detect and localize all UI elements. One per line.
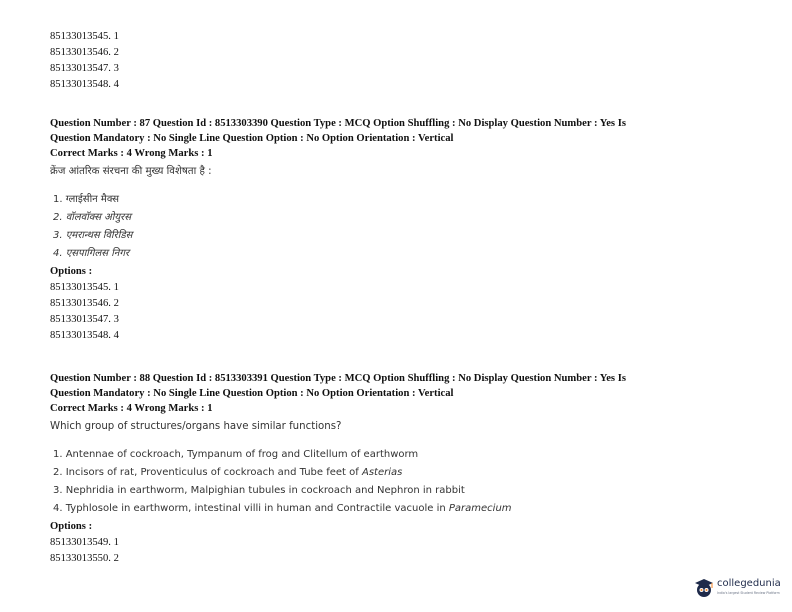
option-id: 85133013549. 1 bbox=[50, 537, 119, 548]
option-id: 85133013545. 1 bbox=[50, 31, 119, 42]
question-text: Which group of structures/organs have similar functions? bbox=[50, 421, 342, 432]
question-header-cont: Question Mandatory : No Single Line Question Option : No Option Orientation : Vertical bbox=[50, 388, 454, 399]
choice-3: 3. एमरान्थस विरिडिस bbox=[53, 230, 133, 241]
question-88 bbox=[50, 371, 730, 567]
choice-4 bbox=[53, 500, 730, 518]
choice-4-italic: Paramecium bbox=[448, 503, 512, 514]
logo-name: collegedunia bbox=[717, 578, 781, 589]
choice-1: 1. Antennae of cockroach, Tympanum of frog and Clitellum of earthworm bbox=[53, 449, 419, 460]
option-id: 85133013546. 2 bbox=[50, 47, 119, 58]
question-header-cont: Question Mandatory : No Single Line Question Option : No Option Orientation : Vertical bbox=[50, 133, 454, 144]
answer-choices bbox=[50, 446, 730, 518]
option-id: 85133013548. 4 bbox=[50, 330, 119, 341]
option-id: 85133013547. 3 bbox=[50, 314, 119, 325]
graduate-cap-icon bbox=[693, 577, 715, 599]
choice-4: 4. एसपागिलस निगर bbox=[53, 248, 130, 259]
option-id: 85133013547. 3 bbox=[50, 63, 119, 74]
choice-2 bbox=[53, 464, 730, 482]
previous-question-options bbox=[50, 29, 730, 93]
option-id: 85133013546. 2 bbox=[50, 298, 119, 309]
choice-1: 1. ग्लाईसीन मैक्स bbox=[53, 194, 120, 205]
option-id: 85133013550. 2 bbox=[50, 553, 119, 564]
options-label: Options : bbox=[50, 266, 93, 277]
question-header: Question Number : 87 Question Id : 8513303390 Question Type : MCQ Option Shuffling : No Display Question Number : Yes Is bbox=[50, 118, 626, 129]
choice-2-text: 2. Incisors of rat, Proventiculus of cockroach and Tube feet of bbox=[53, 467, 362, 478]
option-id: 85133013548. 4 bbox=[50, 79, 119, 90]
collegedunia-logo bbox=[693, 575, 785, 605]
option-id: 85133013545. 1 bbox=[50, 282, 119, 293]
question-text: क्रेंज आंतरिक संरचना की मुख्य विशेषता है : bbox=[50, 166, 212, 177]
marks-info: Correct Marks : 4 Wrong Marks : 1 bbox=[50, 403, 213, 414]
choice-2: 2. वॉलवॉक्स ओयुरस bbox=[53, 212, 132, 223]
marks-info: Correct Marks : 4 Wrong Marks : 1 bbox=[50, 148, 213, 159]
choice-4-text: 4. Typhlosole in earthworm, intestinal villi in human and Contractile vacuole in bbox=[53, 503, 449, 514]
answer-choices bbox=[50, 191, 730, 263]
question-87 bbox=[50, 116, 730, 344]
choice-2-italic: Asterias bbox=[361, 467, 403, 478]
choice-3: 3. Nephridia in earthworm, Malpighian tubules in cockroach and Nephron in rabbit bbox=[53, 485, 465, 496]
options-label: Options : bbox=[50, 521, 93, 532]
logo-tagline: India's largest Student Review Platform bbox=[717, 591, 780, 595]
question-header: Question Number : 88 Question Id : 8513303391 Question Type : MCQ Option Shuffling : No Display Question Number : Yes Is bbox=[50, 373, 626, 384]
